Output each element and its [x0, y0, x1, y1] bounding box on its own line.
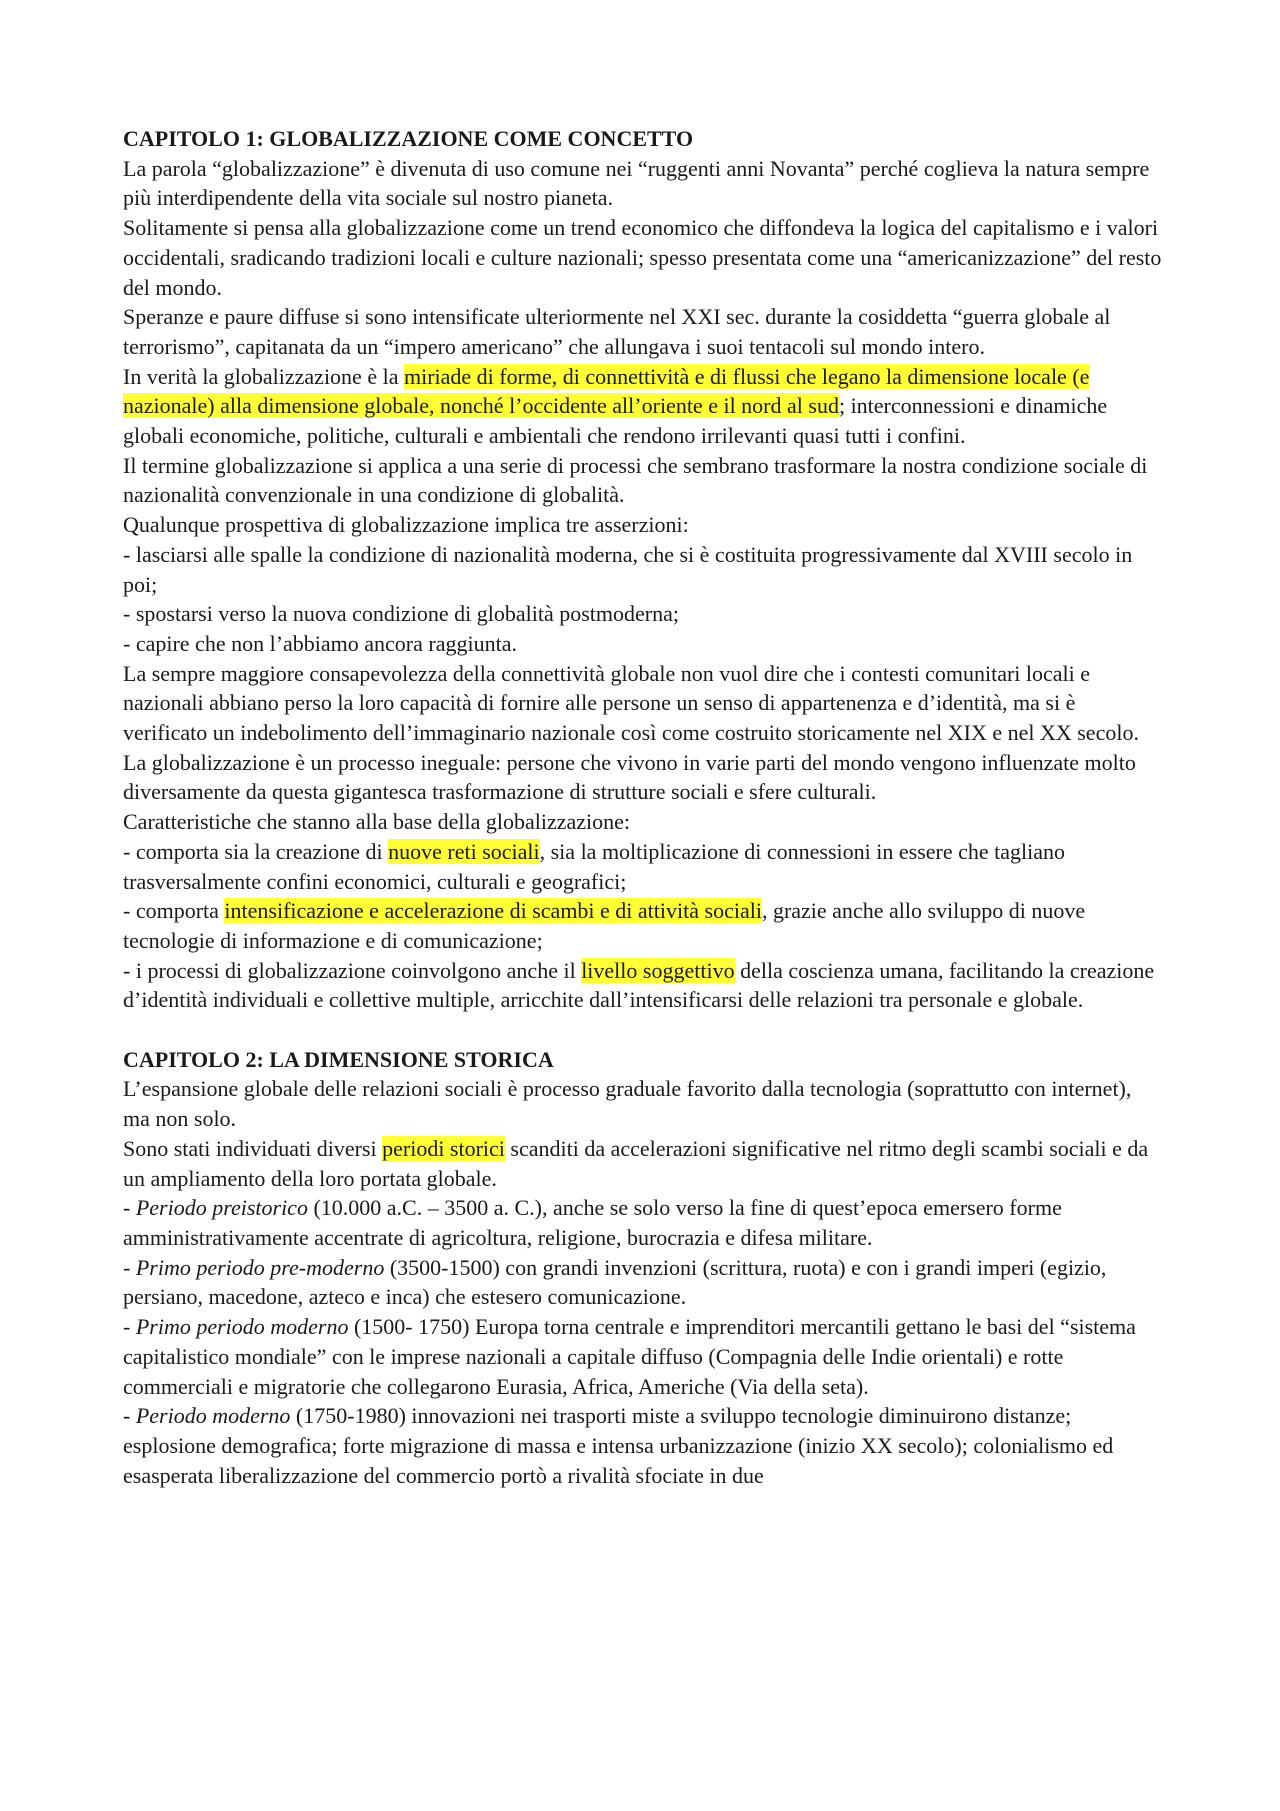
- paragraph: Speranze e paure diffuse si sono intensificate ulteriormente nel XXI sec. durante la cosiddetta “guerra globale al terrorismo”, capitanata da un “impero americano” che allungava i suoi tentacoli sul mondo intero.: [123, 304, 1111, 359]
- text: (3500-1500) con grandi invenzioni (scrittura, ruota) e con i grandi imperi (egizio, persiano, macedone, azteco e inca) che estesero comunicazione.: [123, 1254, 1107, 1310]
- period-name: Periodo moderno: [135, 1403, 291, 1429]
- highlighted-text: miriade di forme, di connettività e di flussi che legano la dimensione locale (e nazionale) alla dimensione globale, nonché l’occidente all’oriente e il nord al sud: [123, 363, 1090, 419]
- text: , sia la moltiplicazione di connessioni in essere che tagliano trasversalmente confini economici, culturali e geografici;: [123, 838, 1066, 894]
- paragraph: Qualunque prospettiva di globalizzazione implica tre asserzioni:: [123, 512, 689, 538]
- text: - comporta sia la creazione di: [123, 838, 389, 864]
- paragraph: Il termine globalizzazione si applica a una serie di processi che sembrano trasformare la nostra condizione sociale di nazionalità convenzionale in una condizione di globalità.: [123, 452, 1148, 508]
- text: scanditi da accelerazioni significative nel ritmo degli scambi sociali e da un ampliamento della loro portata globale.: [123, 1135, 1149, 1191]
- paragraph: La parola “globalizzazione” è divenuta di uso comune nei “ruggenti anni Novanta” perché coglieva la natura sempre più interdipendente della vita sociale sul nostro pianeta.: [123, 155, 1150, 211]
- list-item: [123, 1253, 1163, 1312]
- period-name: Primo periodo pre-moderno: [135, 1254, 385, 1280]
- document-page: [123, 124, 1163, 1490]
- list-item: [123, 896, 1163, 955]
- paragraph: [123, 362, 1163, 451]
- text: - i processi di globalizzazione coinvolgono anche il: [123, 957, 582, 983]
- list-item: [123, 1401, 1163, 1490]
- section-spacer: [123, 1015, 1163, 1045]
- text: (1500- 1750) Europa torna centrale e imprenditori mercantili gettano le basi del “sistema capitalistico mondiale” con le imprese nazionali a capitale diffuso (Compagnia delle Indie orientali) e rotte commerciali e migratorie che collegarono Eurasia, Africa, Americhe (Via della seta).: [123, 1314, 1136, 1399]
- list-item: [123, 837, 1163, 896]
- text: della coscienza umana, facilitando la creazione d’identità individuali e collettive multiple, arricchite dall’intensificarsi delle relazioni tra personale e globale.: [123, 957, 1155, 1013]
- text: -: [123, 1314, 136, 1340]
- text: -: [123, 1195, 136, 1221]
- text: In verità la globalizzazione è la: [123, 363, 404, 389]
- period-name: Periodo preistorico: [135, 1195, 308, 1221]
- highlighted-text: nuove reti sociali: [388, 838, 540, 864]
- list-item: - capire che non l’abbiamo ancora raggiunta.: [123, 630, 517, 656]
- text: -: [123, 1254, 136, 1280]
- chapter-2-title: CAPITOLO 2: LA DIMENSIONE STORICA: [123, 1046, 554, 1072]
- paragraph: Caratteristiche che stanno alla base della globalizzazione:: [123, 809, 630, 835]
- text: -: [123, 1403, 136, 1429]
- paragraph: [123, 1134, 1163, 1193]
- text: , grazie anche allo sviluppo di nuove tecnologie di informazione e di comunicazione;: [123, 898, 1086, 953]
- paragraph: L’espansione globale delle relazioni sociali è processo graduale favorito dalla tecnologia (soprattutto con internet), ma non solo.: [123, 1076, 1132, 1132]
- text: (10.000 a.C. – 3500 a. C.), anche se solo verso la fine di quest’epoca emersero forme amministrativamente accentrate di agricoltura, religione, burocrazia e difesa militare.: [123, 1195, 1062, 1250]
- highlighted-text: livello soggettivo: [581, 957, 735, 983]
- highlighted-text: periodi storici: [382, 1135, 505, 1161]
- list-item: - lasciarsi alle spalle la condizione di nazionalità moderna, che si è costituita progressivamente dal XVIII secolo in poi;: [123, 541, 1133, 597]
- paragraph: Solitamente si pensa alla globalizzazione come un trend economico che diffondeva la logica del capitalismo e i valori occidentali, sradicando tradizioni locali e culture nazionali; spesso presentata come una “americanizzazione” del resto del mondo.: [123, 215, 1162, 300]
- paragraph: La globalizzazione è un processo ineguale: persone che vivono in varie parti del mondo vengono influenzate molto diversamente da questa gigantesca trasformazione di strutture sociali e sfere culturali.: [123, 749, 1136, 805]
- text: ; interconnessioni e dinamiche globali economiche, politiche, culturali e ambientali che rendono irrilevanti quasi tutti i confini.: [123, 393, 1108, 449]
- period-name: Primo periodo moderno: [135, 1314, 349, 1340]
- list-item: - spostarsi verso la nuova condizione di globalità postmoderna;: [123, 601, 679, 627]
- text: - comporta: [123, 898, 225, 924]
- text: Sono stati individuati diversi: [123, 1135, 383, 1161]
- chapter-1-title: CAPITOLO 1: GLOBALIZZAZIONE COME CONCETTO: [123, 126, 694, 151]
- paragraph: La sempre maggiore consapevolezza della connettività globale non vuol dire che i contesti comunitari locali e nazionali abbiano perso la loro capacità di fornire alle persone un senso di appartenenza e d’identità, ma si è verificato un indebolimento dell’immaginario nazionale così come costruito storicamente nel XIX e nel XX secolo.: [123, 660, 1139, 746]
- list-item: [123, 956, 1163, 1015]
- list-item: [123, 1193, 1163, 1252]
- list-item: [123, 1312, 1163, 1401]
- highlighted-text: intensificazione e accelerazione di scambi e di attività sociali: [224, 898, 762, 924]
- text: (1750-1980) innovazioni nei trasporti miste a sviluppo tecnologie diminuirono distanze; esplosione demografica; forte migrazione di massa e intensa urbanizzazione (inizio XX secolo); colonialismo ed esasperata liberalizzazione del commercio portò a rivalità sfociate in due: [123, 1403, 1114, 1488]
